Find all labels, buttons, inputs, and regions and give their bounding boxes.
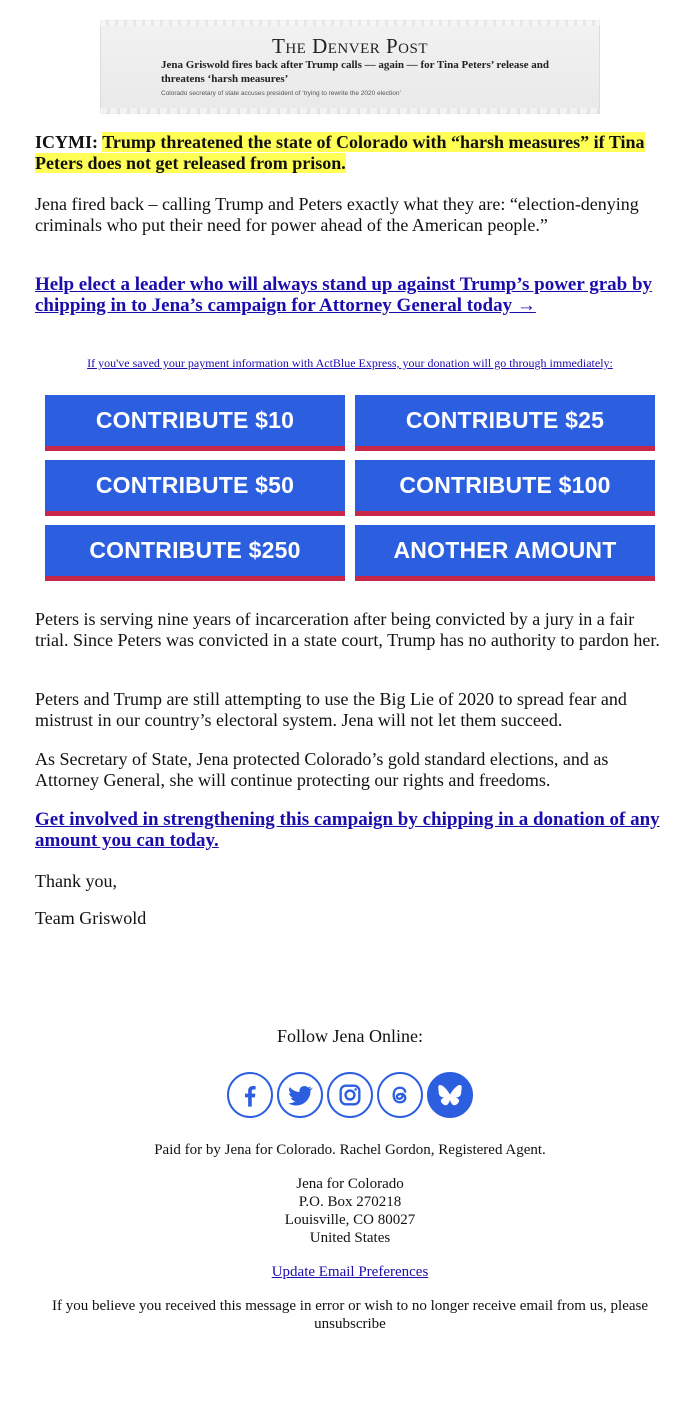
newspaper-headline: Jena Griswold fires back after Trump calls — again — for Tina Peters’ release and threatens ‘harsh measures’: [161, 59, 550, 85]
paragraph-big-lie: Peters and Trump are still attempting to use the Big Lie of 2020 to spread fear and mistrust in our country’s electoral system. Jena will not let them succeed.: [35, 689, 627, 730]
address-line: P.O. Box 270218: [298, 1194, 402, 1210]
paragraph-incarceration: Peters is serving nine years of incarceration after being convicted by a jury in a fair trial. Since Peters was convicted in a state court, Trump has no authority to pardon her.: [35, 609, 660, 650]
newspaper-clipping-image[interactable]: [100, 20, 600, 114]
unsubscribe-notice: [50, 1297, 650, 1333]
cta-paragraph-1: [35, 274, 665, 316]
address-line: Jena for Colorado: [296, 1176, 404, 1192]
newspaper-subhead: Colorado secretary of state accuses president of ‘trying to rewrite the 2020 election’: [161, 90, 401, 97]
actblue-express-link[interactable]: If you've saved your payment information with ActBlue Express, your donation will go through immediately:: [87, 356, 613, 370]
address-line: United States: [309, 1230, 391, 1246]
update-email-preferences-link[interactable]: Update Email Preferences: [271, 1264, 429, 1280]
donate-link-attorney-general[interactable]: Help elect a leader who will always stand up against Trump’s power grab by chipping in to Jena’s campaign for Attorney General today →: [35, 274, 653, 316]
intro-label: ICYMI:: [35, 132, 98, 152]
contribute-100-button[interactable]: CONTRIBUTE $100: [355, 460, 655, 516]
instagram-icon[interactable]: [327, 1072, 373, 1118]
threads-icon[interactable]: [377, 1072, 423, 1118]
follow-heading: Follow Jena Online:: [277, 1026, 423, 1046]
another-amount-button[interactable]: ANOTHER AMOUNT: [355, 525, 655, 581]
address-line: Louisville, CO 80027: [284, 1212, 416, 1228]
intro-highlight: Trump threatened the state of Colorado with “harsh measures” if Tina Peters does not get released from prison.: [35, 132, 645, 173]
social-links: [0, 1072, 700, 1118]
update-preferences: [0, 1263, 700, 1281]
contribute-50-button[interactable]: CONTRIBUTE $50: [45, 460, 345, 516]
cta-paragraph-2: [35, 809, 665, 851]
actblue-note: [0, 356, 700, 371]
contribute-250-button[interactable]: CONTRIBUTE $250: [45, 525, 345, 581]
unsubscribe-link[interactable]: If you believe you received this message in error or wish to no longer receive email from us, please unsubscribe: [51, 1298, 649, 1332]
newspaper-brand: The Denver Post: [272, 34, 428, 58]
signature: Team Griswold: [35, 908, 147, 928]
twitter-icon[interactable]: [277, 1072, 323, 1118]
signoff: Thank you,: [35, 871, 117, 891]
paid-for-disclaimer: Paid for by Jena for Colorado. Rachel Gordon, Registered Agent.: [154, 1142, 546, 1158]
paragraph-secretary-of-state: As Secretary of State, Jena protected Colorado’s gold standard elections, and as Attorney General, she will continue protecting our rights and freedoms.: [35, 749, 609, 790]
intro-paragraph: [35, 132, 665, 174]
bluesky-icon[interactable]: [427, 1072, 473, 1118]
contribute-10-button[interactable]: CONTRIBUTE $10: [45, 395, 345, 451]
donate-link-any-amount[interactable]: Get involved in strengthening this campaign by chipping in a donation of any amount you can today.: [35, 809, 660, 851]
mailing-address: [0, 1175, 700, 1247]
facebook-icon[interactable]: [227, 1072, 273, 1118]
contribute-25-button[interactable]: CONTRIBUTE $25: [355, 395, 655, 451]
paragraph-fired-back: Jena fired back – calling Trump and Peters exactly what they are: “election-denying criminals who put their need for power ahead of the American people.”: [35, 194, 639, 235]
